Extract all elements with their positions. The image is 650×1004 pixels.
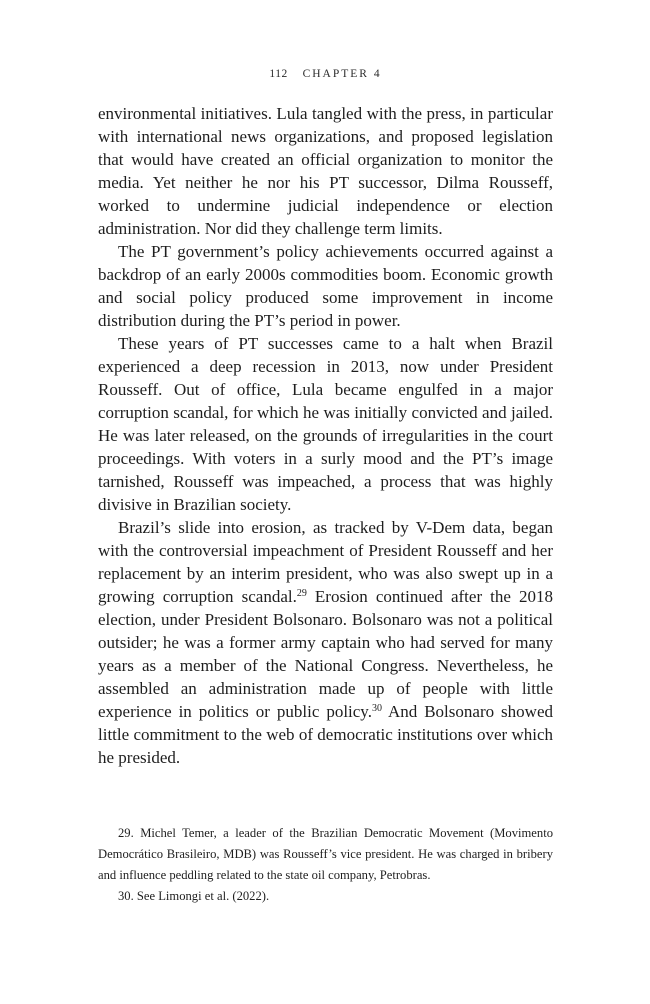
running-head bbox=[98, 68, 553, 80]
paragraph-3: These years of PT successes came to a halt when Brazil experienced a deep recession in 2013, now under President Rousseff. Out of office, Lula became engulfed in a major corruption scandal, for which he was initially convicted and jailed. He was later released, on the grounds of irregularities in the court proceedings. With voters in a surly mood and the PT’s image tarnished, Rousseff was impeached, a process that was highly divisive in Brazilian society. bbox=[98, 334, 553, 514]
paragraph-1: environmental initiatives. Lula tangled with the press, in particular with international news organizations, and proposed legislation that would have created an official organization to monitor the media. Yet neither he nor his PT successor, Dilma Rousseff, worked to undermine judicial independence or election administration. Nor did they challenge term limits. bbox=[98, 104, 553, 238]
paragraph-4-part-2: Erosion continued after the 2018 election, under President Bolsonaro. Bolsonaro was not a political outsider; he was a former army captain who had served for many years as a member of the National Congress. Nevertheless, he assembled an administration made up of people with little experience in politics or public policy. bbox=[98, 587, 554, 721]
chapter-label: CHAPTER 4 bbox=[302, 68, 382, 80]
footnotes bbox=[98, 823, 553, 907]
footnote-30: 30. See Limongi et al. (2022). bbox=[118, 889, 270, 903]
body-text bbox=[98, 102, 553, 769]
footnote-ref-29: 29 bbox=[296, 588, 307, 599]
footnote-29: 29. Michel Temer, a leader of the Brazilian Democratic Movement (Movimento Democrático Brasileiro, MDB) was Rousseff’s vice president. He was charged in bribery and influence peddling related to the state oil company, Petrobras. bbox=[98, 826, 553, 882]
paragraph-2: The PT government’s policy achievements occurred against a backdrop of an early 2000s commodities boom. Economic growth and social policy produced some improvement in income distribution during the PT’s period in power. bbox=[98, 242, 553, 330]
paragraph-4-part-1: Brazil’s slide into erosion, as tracked by V-Dem data, began with the controversial impeachment of President Rousseff and her replacement by an interim president, who was also swept up in a growing corruption scandal. bbox=[98, 518, 553, 606]
paragraph-4 bbox=[98, 516, 553, 769]
footnote-ref-30: 30 bbox=[371, 703, 382, 714]
paragraph-4-part-3: And Bolsonaro showed little commitment to the web of democratic institutions over which he presided. bbox=[98, 702, 553, 767]
page-number: 112 bbox=[269, 68, 288, 80]
